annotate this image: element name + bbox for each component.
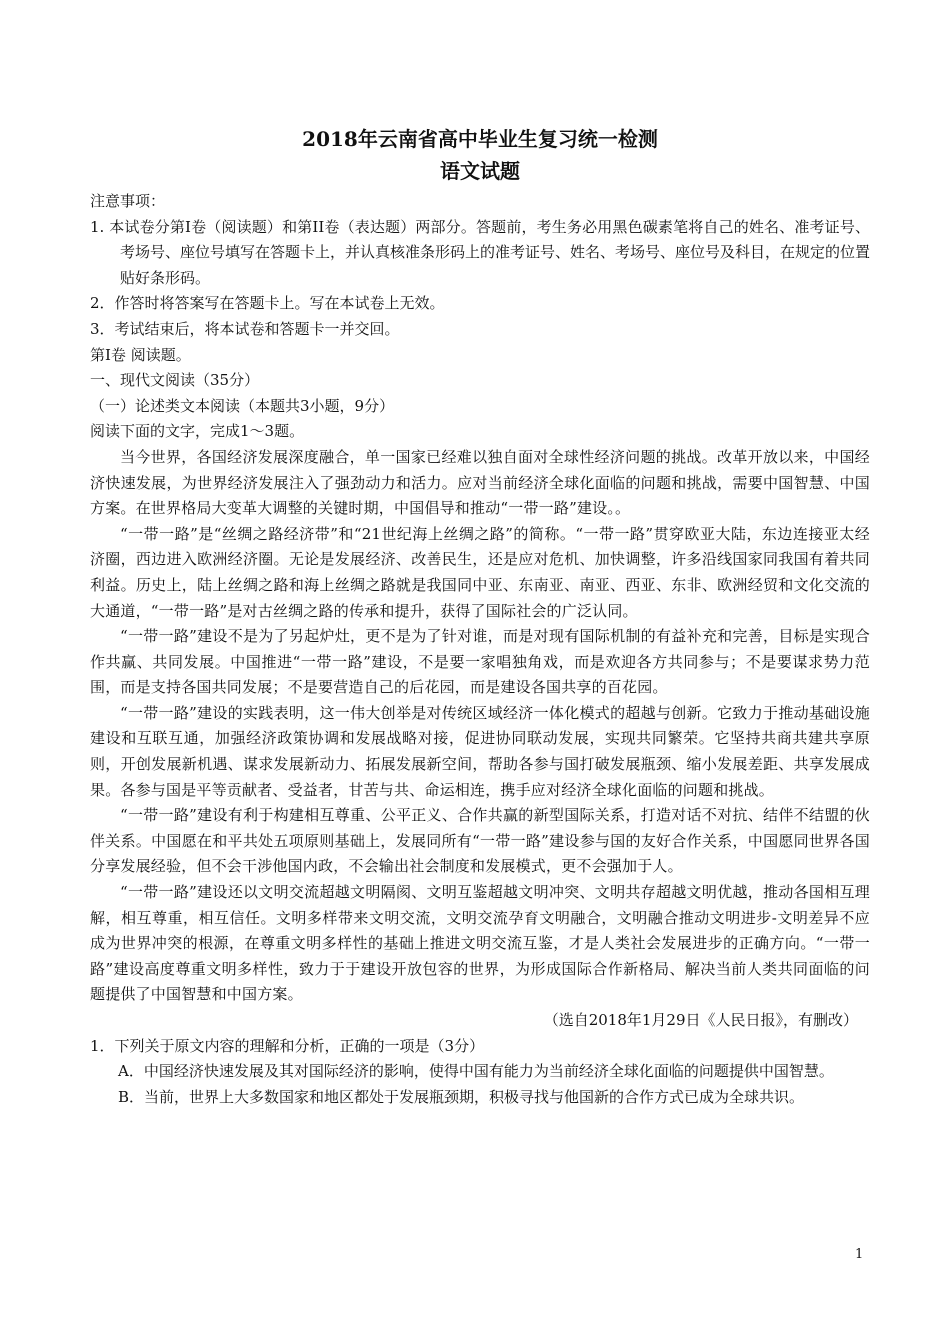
- passage-paragraph-3: “一带一路”建设不是为了另起炉灶，更不是为了针对谁，而是对现有国际机制的有益补充和完善，目标是实现合作共赢、共同发展。中国推进“一带一路”建设，不是要一家唱独角戏，而是欢迎各方共同参与；不是要谋求势力范围，而是支持各国共同发展；不是要营造自己的后花园，而是建设各国共享的百花园。: [90, 627, 870, 697]
- passage-paragraph-2: “一带一路”是“丝绸之路经济带”和“21世纪海上丝绸之路”的简称。“一带一路”贯穿欧亚大陆，东边连接亚太经济圈，西边进入欧洲经济圈。无论是发展经济、改善民生，还是应对危机、加快调整，许多沿线国家同我国有着共同利益。历史上，陆上丝绸之路和海上丝绸之路就是我国同中亚、东南亚、南亚、西亚、东非、欧洲经贸和文化交流的大通道，“一带一路”是对古丝绸之路的传承和提升，获得了国际社会的广泛认同。: [90, 524, 870, 620]
- passage-source: （选自2018年1月29日《人民日报》，有删改）: [543, 1011, 858, 1029]
- passage-paragraph-1: 当今世界，各国经济发展深度融合，单一国家已经难以独自面对全球性经济问题的挑战。改革开放以来，中国经济快速发展，为世界经济发展注入了强劲动力和活力。应对当前经济全球化面临的问题和挑战，需要中国智慧、中国方案。在世界格局大变革大调整的关键时期，中国倡导和推动“一带一路”建设。。: [90, 447, 870, 518]
- passage-paragraph-4: “一带一路”建设的实践表明，这一伟大创举是对传统区域经济一体化模式的超越与创新。它致力于推动基础设施建设和互联互通，加强经济政策协调和发展战略对接，促进协同联动发展，实现共同繁荣。它坚持共商共建共享原则，开创发展新机遇、谋求发展新动力、拓展发展新空间，帮助各参与国打破发展瓶颈、缩小发展差距、共享发展成果。各参与国是平等贡献者、受益者，甘苦与共、命运相连，携手应对经济全球化面临的问题和挑战。: [90, 703, 870, 799]
- section-heading: 一、现代文阅读（35分）: [90, 371, 260, 390]
- notice-item-1: 1. 本试卷分第I卷（阅读题）和第II卷（表达题）两部分。答题前，考生务必用黑色碳素笔将自己的姓名、准考证号、考场号、座位号填写在答题卡上，并认真核准条形码上的准考证号、姓名、考场号、座位号及科目，在规定的位置贴好条形码。: [90, 217, 871, 287]
- question-1-stem: 1．下列关于原文内容的理解和分析，正确的一项是（3分）: [90, 1036, 485, 1055]
- exam-title: 2018年云南省高中毕业生复习统一检测: [302, 127, 658, 151]
- part-heading: 第I卷 阅读题。: [90, 345, 191, 364]
- page-content: [90, 125, 870, 1110]
- page-number: 1: [855, 1247, 864, 1262]
- notice-item-3: 3．考试结束后，将本试卷和答题卡一并交回。: [90, 319, 400, 338]
- passage-paragraph-6: “一带一路”建设还以文明交流超越文明隔阂、文明互鉴超越文明冲突、文明共存超越文明优越，推动各国相互理解，相互尊重，相互信任。文明多样带来文明交流，文明交流孕育文明融合，文明融合推动文明进步-文明差异不应成为世界冲突的根源，在尊重文明多样性的基础上推进文明交流互鉴，才是人类社会发展进步的正确方向。“一带一路”建设高度尊重文明多样性，致力于于建设开放包容的世界，为形成国际合作新格局、解决当前人类共同面临的问题提供了中国智慧和中国方案。: [90, 883, 870, 1004]
- notice-heading: 注意事项：: [90, 192, 166, 210]
- reading-instruction: 阅读下面的文字，完成1～3题。: [90, 422, 305, 441]
- question-1-option-b: B．当前，世界上大多数国家和地区都处于发展瓶颈期，积极寻找与他国新的合作方式已成为全球共识。: [118, 1087, 805, 1106]
- subsection-heading: （一）论述类文本阅读（本题共3小题，9分）: [90, 396, 395, 415]
- passage-paragraph-5: “一带一路”建设有利于构建相互尊重、公平正义、合作共赢的新型国际关系，打造对话不对抗、结伴不结盟的伙伴关系。中国愿在和平共处五项原则基础上，发展同所有“一带一路”建设参与国的友好合作关系，中国愿同世界各国分享发展经验，但不会干涉他国内政，不会输出社会制度和发展模式，更不会强加于人。: [90, 806, 870, 876]
- question-1-option-a: A．中国经济快速发展及其对国际经济的影响，使得中国有能力为当前经济全球化面临的问题提供中国智慧。: [118, 1062, 834, 1081]
- notice-item-2: 2．作答时将答案写在答题卡上。写在本试卷上无效。: [90, 294, 445, 313]
- exam-subtitle: 语文试题: [440, 159, 520, 183]
